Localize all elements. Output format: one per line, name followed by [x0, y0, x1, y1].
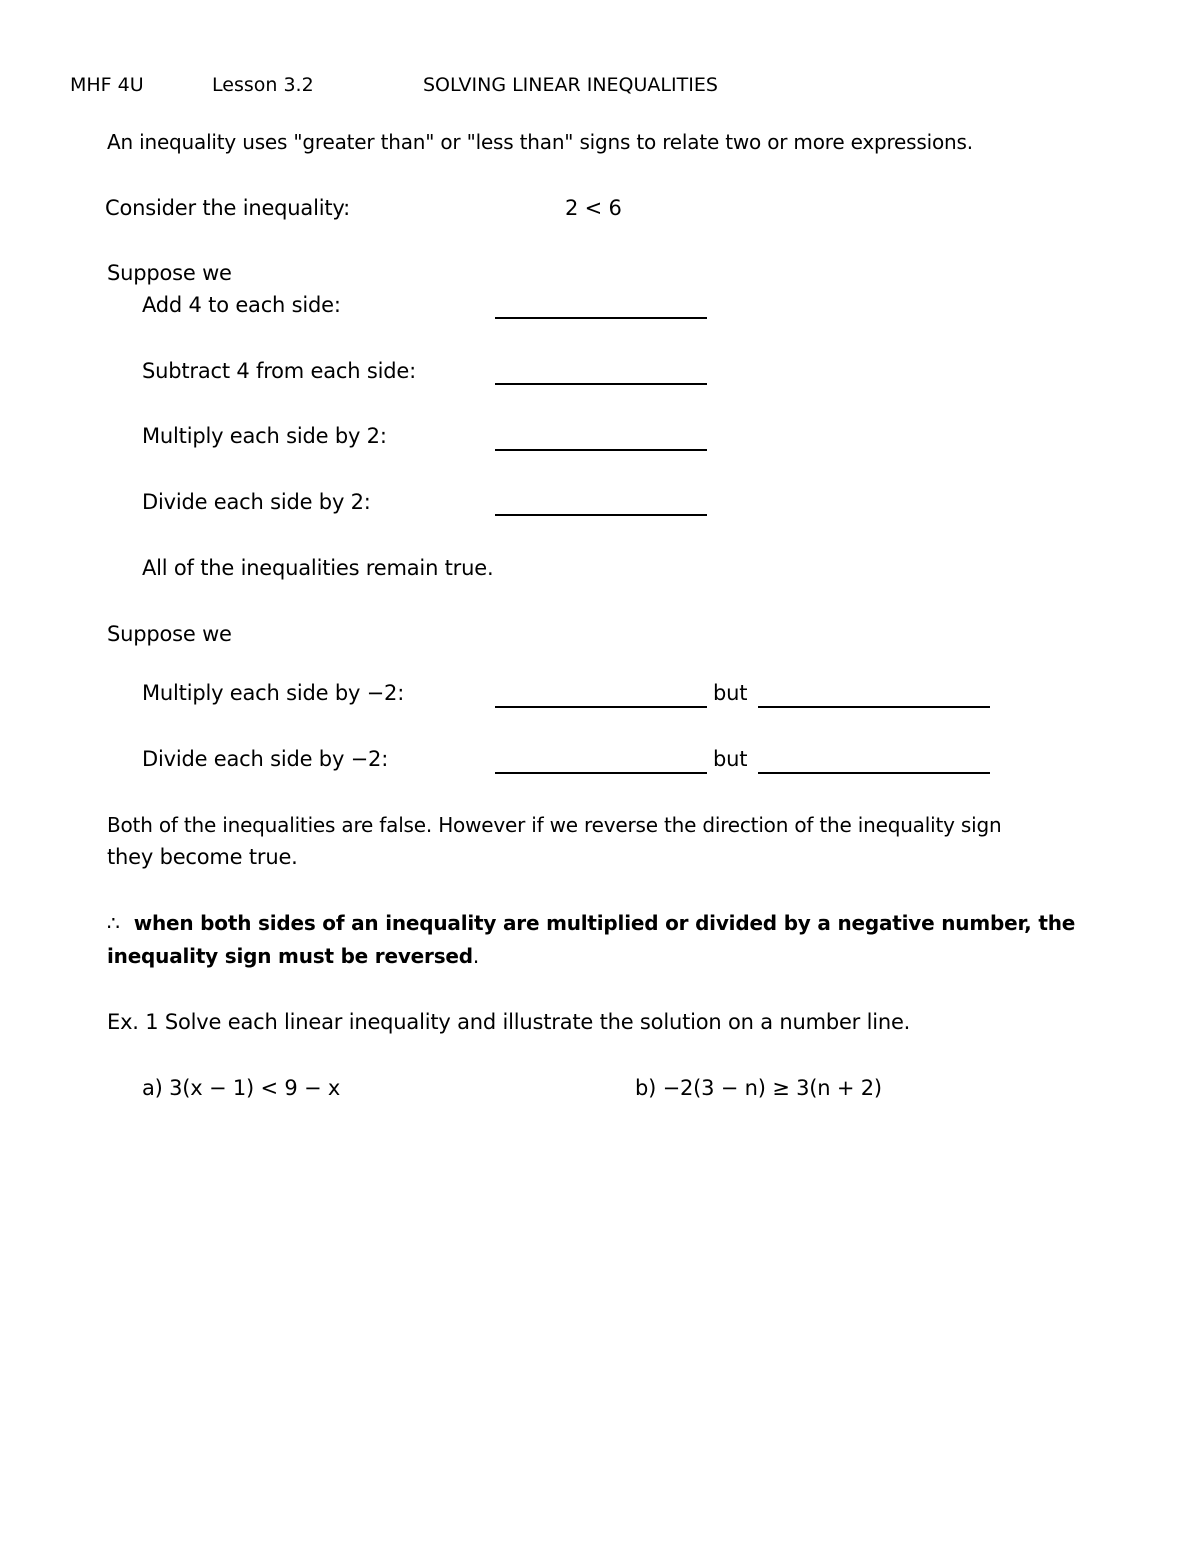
base-inequality: 2 < 6 — [565, 196, 622, 220]
course-code: MHF 4U — [70, 74, 144, 96]
rule-period: . — [472, 944, 480, 968]
connector-but-1: but — [713, 681, 748, 705]
section1-conclusion: All of the inequalities remain true. — [142, 556, 494, 580]
example-heading: Ex. 1 Solve each linear inequality and illustrate the solution on a number line. — [107, 1010, 911, 1034]
step-divide-negative-label: Divide each side by −2: — [142, 747, 389, 771]
rule-text-line2: inequality sign must be reversed — [107, 944, 473, 968]
step-multiply-negative-label: Multiply each side by −2: — [142, 681, 405, 705]
lesson-number: Lesson 3.2 — [212, 74, 314, 96]
answer-blank-divide-negative[interactable] — [495, 772, 707, 774]
answer-blank-divide[interactable] — [495, 514, 707, 516]
answer-blank-multiply-negative[interactable] — [495, 706, 707, 708]
answer-blank-multiply-negative-correct[interactable] — [758, 706, 990, 708]
connector-but-2: but — [713, 747, 748, 771]
rule-line2 — [107, 944, 479, 968]
answer-blank-multiply[interactable] — [495, 449, 707, 451]
answer-blank-subtract[interactable] — [495, 383, 707, 385]
rule-line1 — [107, 911, 1075, 935]
example-part-b: b) −2(3 − n) ≥ 3(n + 2) — [635, 1076, 882, 1100]
step-divide-label: Divide each side by 2: — [142, 490, 371, 514]
step-multiply-label: Multiply each side by 2: — [142, 424, 387, 448]
example-part-a: a) 3(x − 1) < 9 − x — [142, 1076, 341, 1100]
step-add-label: Add 4 to each side: — [142, 293, 341, 317]
answer-blank-add[interactable] — [495, 317, 707, 319]
false-note-line1: Both of the inequalities are false. However if we reverse the direction of the inequality sign — [107, 813, 1002, 837]
lesson-title: SOLVING LINEAR INEQUALITIES — [423, 74, 718, 96]
intro-text: An inequality uses "greater than" or "less than" signs to relate two or more expressions. — [107, 130, 973, 154]
step-subtract-label: Subtract 4 from each side: — [142, 359, 416, 383]
consider-label: Consider the inequality: — [105, 196, 350, 220]
section1-heading: Suppose we — [107, 261, 232, 285]
therefore-symbol: ∴ — [107, 911, 120, 935]
rule-text-line1: when both sides of an inequality are multiplied or divided by a negative number, the — [133, 911, 1076, 935]
false-note-line2: they become true. — [107, 845, 298, 869]
answer-blank-divide-negative-correct[interactable] — [758, 772, 990, 774]
section2-heading: Suppose we — [107, 622, 232, 646]
